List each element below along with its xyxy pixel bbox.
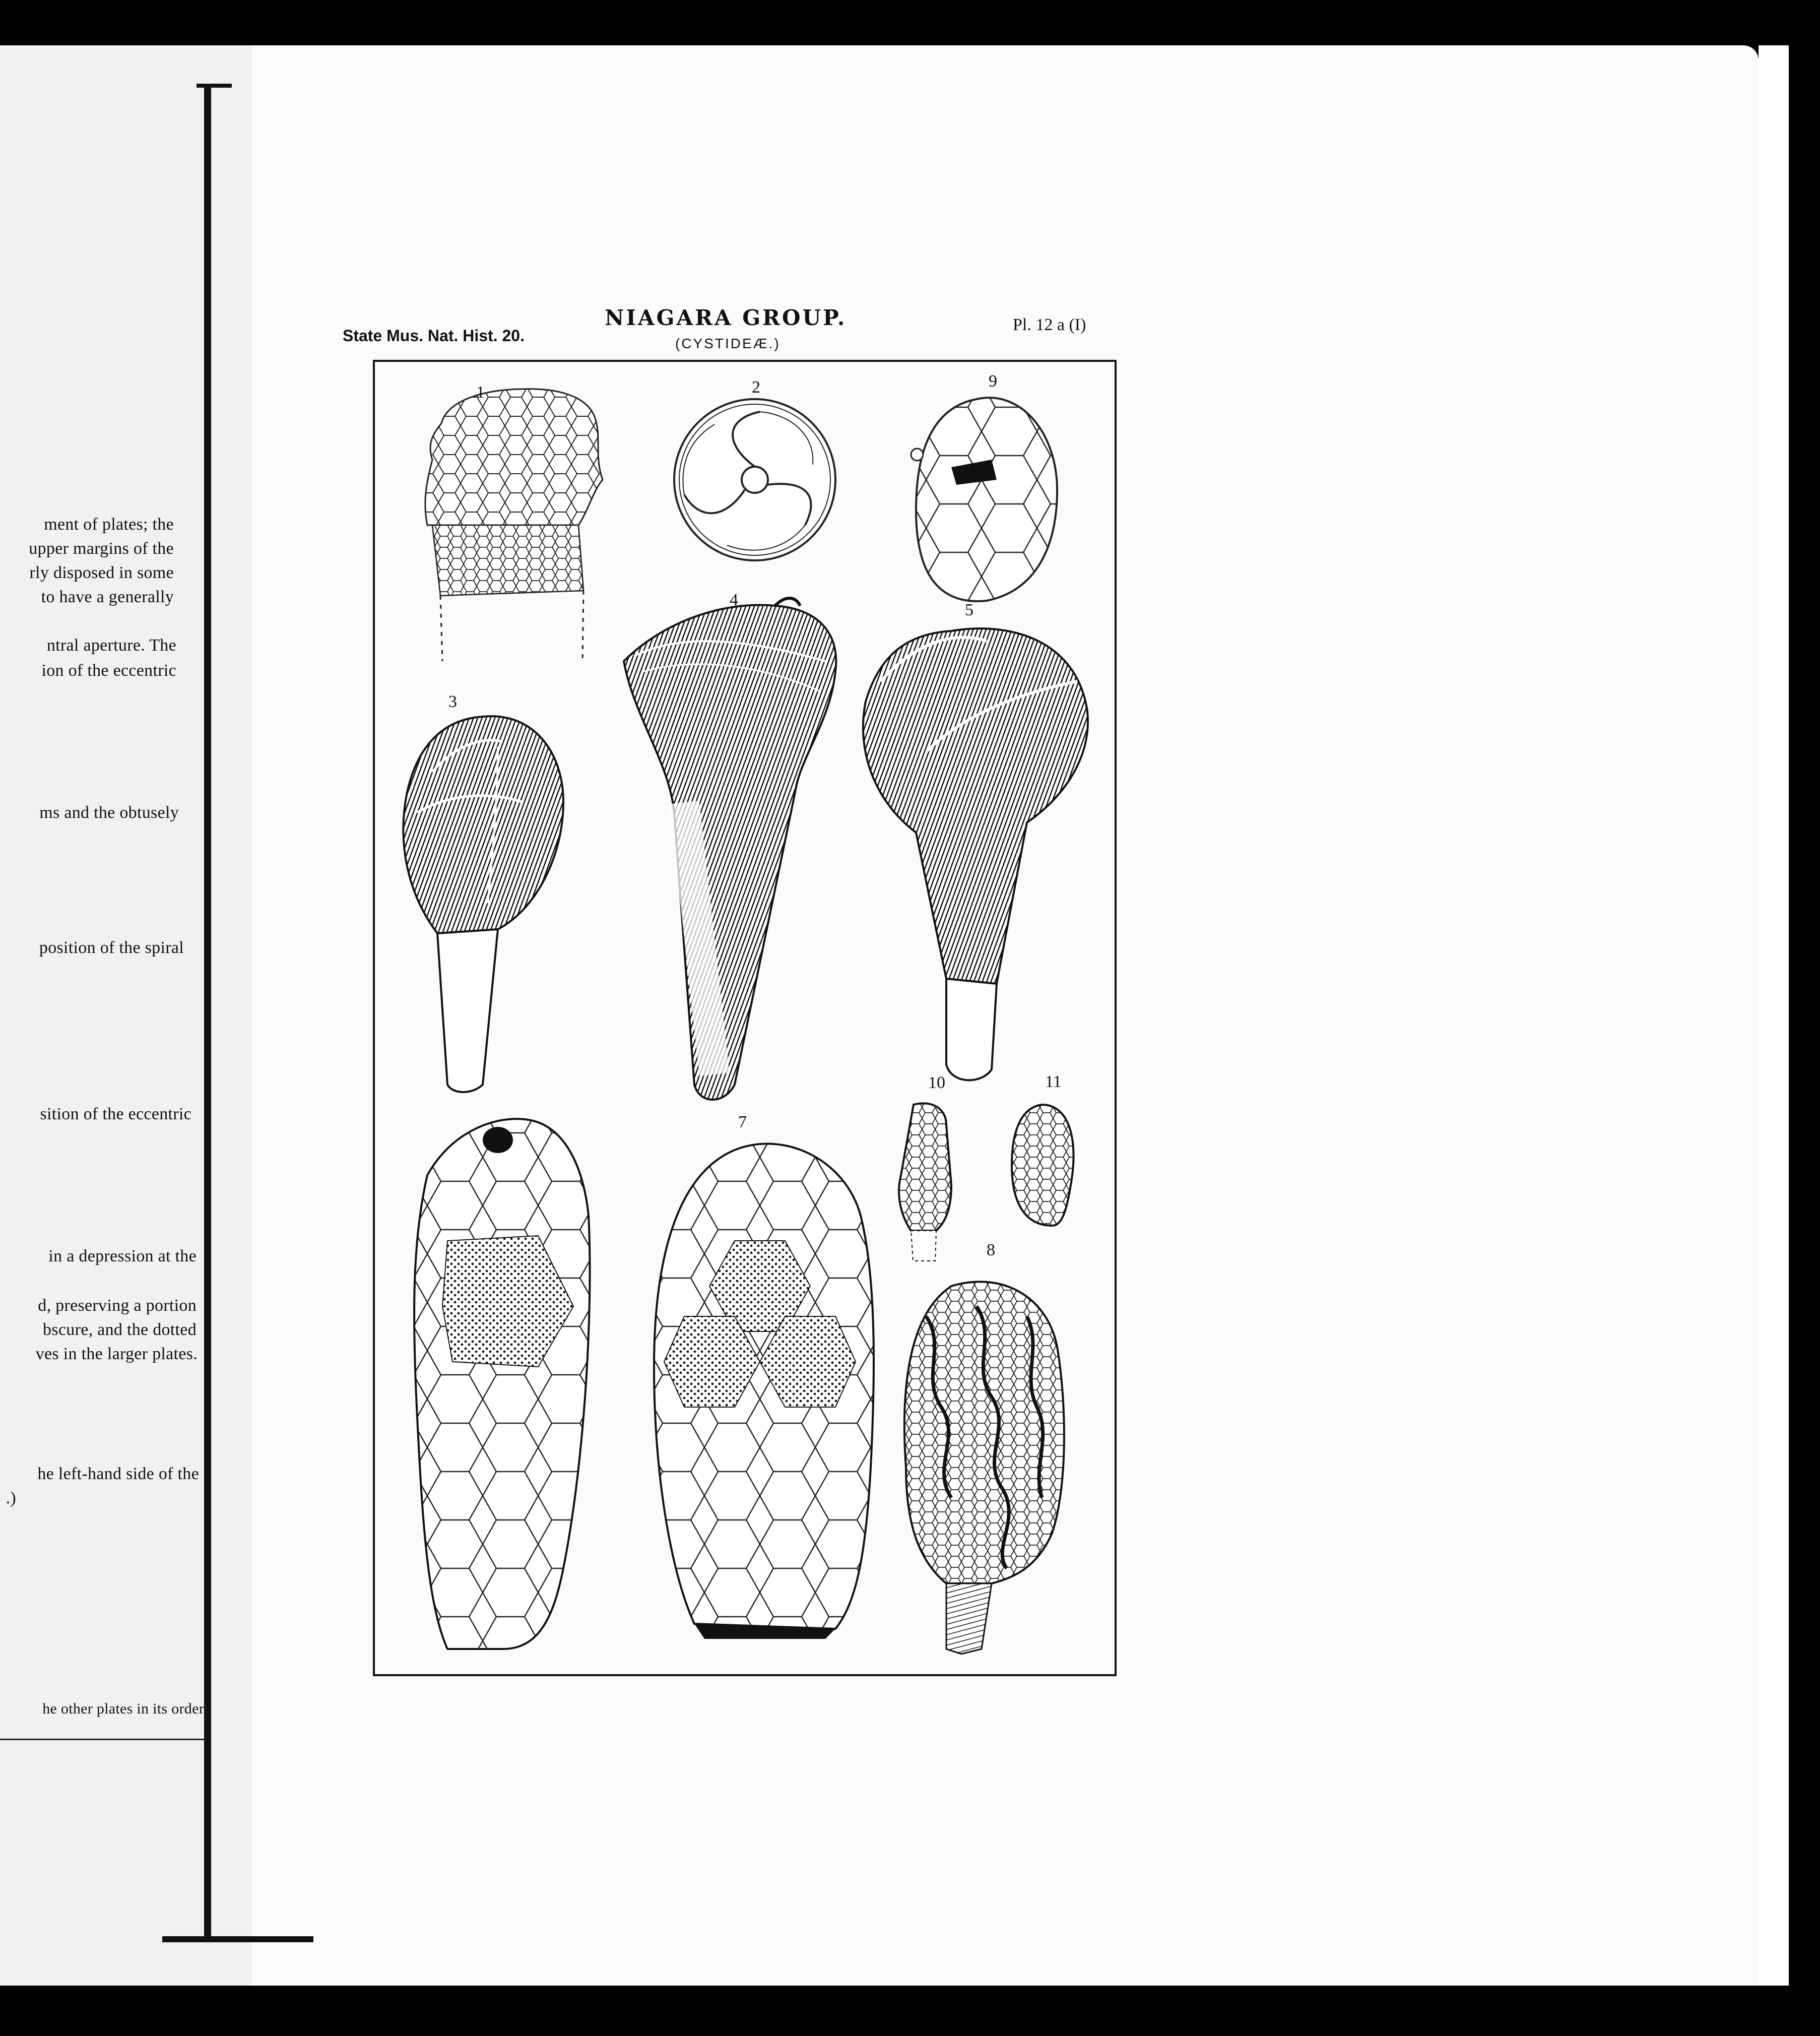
page-edge [1759,45,1789,1986]
figure-4 [624,598,836,1100]
figure-7 [654,1144,874,1639]
left-page-line: .) [6,1489,16,1507]
figure-number: 5 [965,601,973,619]
figure-8 [904,1282,1064,1654]
left-page-line: ment of plates; the [44,515,174,534]
left-page-line: ntral aperture. The [46,636,176,655]
plate-title: NIAGARA GROUP. [605,305,847,330]
figure-5 [863,628,1088,1080]
figure-number: 2 [752,378,760,397]
figure-number: 10 [928,1073,945,1092]
figure-6 [414,1119,590,1649]
plate-illustration [372,359,1118,1677]
footer-text: he other plates in its order [42,1700,204,1717]
figure-number: 11 [1045,1072,1062,1091]
left-page-line: in a depression at the [48,1247,197,1265]
figure-number: 3 [448,692,457,711]
figure-9 [911,398,1057,601]
figure-11 [1012,1105,1074,1226]
figure-number: 1 [476,383,485,402]
bottom-rule [162,1936,313,1942]
left-page-line: he left-hand side of the [37,1465,199,1483]
left-page-line: bscure, and the dotted [43,1320,197,1339]
left-page-line: position of the spiral [39,938,184,957]
figure-number: 7 [738,1113,747,1131]
figure-1 [425,389,603,661]
gutter-rule-top [197,84,232,88]
left-page [0,45,252,1986]
figure-number: 4 [730,591,738,609]
left-page-line: ion of the eccentric [41,661,176,680]
figure-number: 9 [989,372,997,391]
left-page-line: ves in the larger plates. [35,1345,198,1363]
left-page-line: upper margins of the [29,539,174,558]
figure-3 [404,716,564,1092]
footer-rule [0,1739,207,1740]
figure-number: 8 [987,1241,995,1259]
left-page-line: rly disposed in some [29,563,174,582]
plate-subtitle: (CYSTIDEÆ.) [675,336,781,351]
plate-number: Pl. 12 a (I) [1013,315,1086,334]
figure-10 [899,1103,951,1261]
left-page-line: d, preserving a portion [38,1296,197,1315]
left-page-line: ms and the obtusely [39,803,179,822]
left-page-line: sition of the eccentric [40,1105,191,1123]
left-page-line: to have a generally [41,588,174,606]
series-label: State Mus. Nat. Hist. 20. [343,327,525,345]
figure-2 [674,399,835,560]
fossil-plate-drawing [372,359,1118,1677]
gutter-rule [204,86,211,1940]
